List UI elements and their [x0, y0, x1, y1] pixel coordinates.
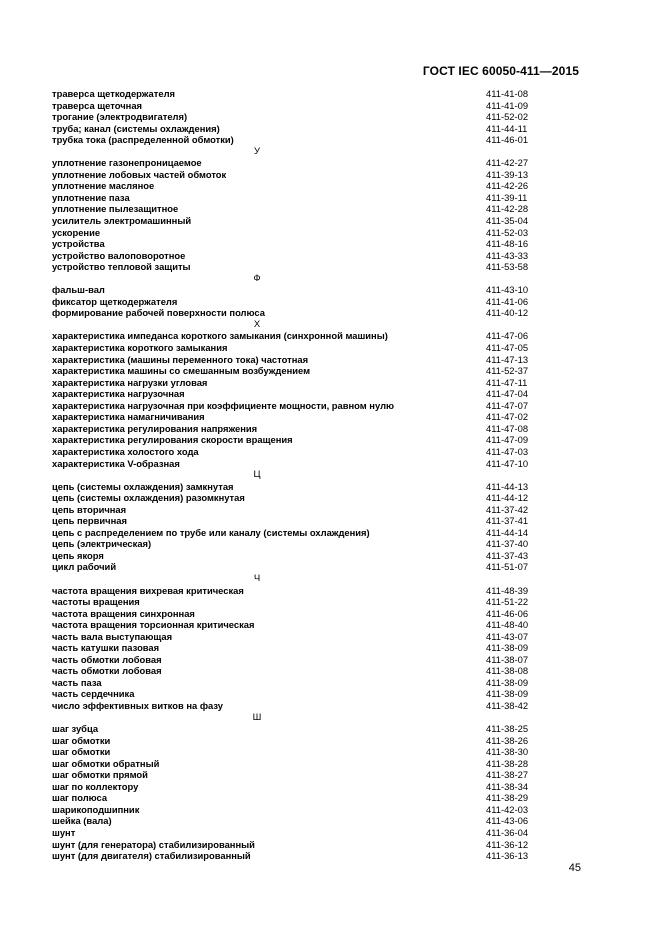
entry-term: фальш-вал [52, 284, 105, 296]
section-letter: У [253, 145, 261, 157]
entry-term: число эффективных витков на фазу [52, 699, 223, 711]
index-entry [52, 192, 562, 204]
entry-term: характеристика намагничивания [52, 411, 205, 423]
entry-code: 411-46-06 [486, 607, 529, 619]
entry-code: 411-47-08 [486, 422, 529, 434]
entry-code: 411-44-13 [486, 480, 529, 492]
entry-code: 411-37-42 [486, 503, 529, 515]
index-entry [52, 596, 562, 608]
entry-term: шаг зубца [52, 723, 99, 735]
entry-code: 411-52-03 [486, 226, 529, 238]
entry-code: 411-47-06 [486, 330, 529, 342]
entry-term: ускорение [52, 226, 101, 238]
entry-code: 411-38-09 [486, 676, 529, 688]
entry-code: 411-44-11 [486, 122, 528, 134]
entry-code: 411-51-22 [486, 596, 529, 608]
entry-term: цепь первичная [52, 515, 127, 527]
entry-code: 411-47-04 [486, 388, 529, 400]
entry-term: усилитель электромашинный [52, 215, 192, 227]
index-entry [52, 631, 562, 643]
entry-term: частота вращения торсионная критическая [52, 619, 255, 631]
entry-term: цепь (электрическая) [52, 538, 152, 550]
entry-term: формирование рабочей поверхности полюса [52, 307, 265, 319]
entry-term: шаг по коллектору [52, 780, 139, 792]
entry-term: часть вала выступающая [52, 630, 173, 642]
entry-term: часть обмотки лобовая [52, 665, 162, 677]
index-entry [52, 561, 562, 573]
entry-code: 411-47-10 [486, 457, 529, 469]
index-entry [52, 330, 562, 342]
index-entry [52, 250, 562, 262]
index-entry [52, 203, 562, 215]
entry-term: шейка (вала) [52, 815, 112, 827]
entry-code: 411-37-43 [486, 549, 529, 561]
entry-code: 411-41-09 [486, 99, 529, 111]
index-entry [52, 827, 562, 839]
entry-code: 411-38-42 [486, 699, 529, 711]
entry-term: цепь вторичная [52, 503, 127, 515]
index-entry [52, 723, 562, 735]
entry-code: 411-43-07 [486, 630, 529, 642]
index-entry [52, 504, 562, 516]
entry-code: 411-47-09 [486, 434, 529, 446]
entry-term: шунт (для двигателя) стабилизированный [52, 850, 251, 862]
index-entry [52, 585, 562, 597]
index-entry [52, 804, 562, 816]
entry-term: цепь (системы охлаждения) замкнутая [52, 480, 234, 492]
index-entry [52, 746, 562, 758]
index-entry [52, 839, 562, 851]
index-entry [52, 227, 562, 239]
index-entry [52, 169, 562, 181]
entry-term: фиксатор щеткодержателя [52, 295, 178, 307]
entry-term: шаг обмотки [52, 746, 111, 758]
index-entry [52, 423, 562, 435]
entry-term: труба; канал (системы охлаждения) [52, 122, 220, 134]
entry-term: шаг обмотки прямой [52, 769, 148, 781]
index-entry [52, 180, 562, 192]
entry-code: 411-42-28 [486, 203, 529, 215]
entry-term: частота вращения вихревая критическая [52, 584, 244, 596]
index-entry [52, 538, 562, 550]
index-entry [52, 215, 562, 227]
entry-code: 411-36-13 [486, 850, 529, 862]
entry-code: 411-37-41 [486, 515, 529, 527]
entry-term: цепь с распределением по трубе или каналу (системы охлаждения) [52, 526, 370, 538]
entry-code: 411-39-13 [486, 168, 529, 180]
index-entry [52, 157, 562, 169]
index-entry [52, 492, 562, 504]
document-header: ГОСТ IEC 60050-411—2015 [422, 64, 579, 78]
entry-code: 411-47-03 [486, 445, 529, 457]
entry-term: траверса щеточная [52, 99, 143, 111]
entry-term: шарикоподшипник [52, 803, 140, 815]
entry-term: шаг полюса [52, 792, 108, 804]
index-entry [52, 100, 562, 112]
entry-term: уплотнение масляное [52, 180, 155, 192]
entry-term: цикл рабочий [52, 561, 117, 573]
index-entry [52, 88, 562, 100]
entry-term: уплотнение паза [52, 191, 130, 203]
entry-code: 411-36-04 [486, 827, 529, 838]
entry-term: характеристика V-образная [52, 457, 180, 469]
entry-code: 411-36-12 [486, 838, 529, 850]
entry-code: 411-47-07 [486, 399, 529, 411]
index-entry [52, 238, 562, 250]
entry-term: характеристика (машины переменного тока) частотная [52, 353, 309, 365]
index-entry [52, 758, 562, 770]
entry-code: 411-47-13 [486, 353, 529, 365]
entry-code: 411-47-05 [486, 342, 529, 354]
entry-code: 411-35-04 [486, 215, 529, 227]
index-entry [52, 677, 562, 689]
entry-term: траверса щеткодержателя [52, 88, 175, 99]
entry-term: часть обмотки лобовая [52, 653, 162, 665]
entry-term: частоты вращения [52, 596, 140, 608]
index-entry [52, 296, 562, 308]
entry-code: 411-41-06 [486, 295, 529, 307]
index-entry [52, 284, 562, 296]
entry-term: часть сердечника [52, 688, 135, 700]
entry-term: шаг обмотки [52, 734, 111, 746]
entry-code: 411-48-39 [486, 584, 529, 596]
entry-code: 411-38-27 [486, 769, 529, 781]
index-entry [52, 665, 562, 677]
entry-code: 411-39-11 [486, 191, 528, 203]
entry-code: 411-38-30 [486, 746, 529, 758]
entry-term: уплотнение лобовых частей обмоток [52, 168, 227, 180]
entry-term: шаг обмотки обратный [52, 757, 160, 769]
entry-term: характеристика нагрузочная [52, 388, 185, 400]
index-entry [52, 342, 562, 354]
entry-code: 411-52-02 [486, 111, 529, 123]
entry-code: 411-38-25 [486, 723, 529, 735]
entry-code: 411-46-01 [486, 134, 529, 146]
index-entry [52, 735, 562, 747]
entry-code: 411-38-28 [486, 757, 529, 769]
index-entry [52, 792, 562, 804]
entry-term: устройство тепловой защиты [52, 261, 191, 273]
index-entry [52, 527, 562, 539]
section-letter: Х [253, 318, 261, 330]
entry-term: часть катушки пазовая [52, 642, 160, 654]
index-entry [52, 642, 562, 654]
entry-code: 411-40-12 [486, 307, 529, 319]
entry-term: частота вращения синхронная [52, 607, 195, 619]
entry-term: устройство валоповоротное [52, 249, 186, 261]
index-entry [52, 134, 562, 146]
entry-code: 411-43-33 [486, 249, 529, 261]
index-entry [52, 111, 562, 123]
section-letter: Ц [253, 469, 261, 481]
index-entry [52, 481, 562, 493]
term-index [52, 88, 562, 862]
index-entry [52, 619, 562, 631]
entry-code: 411-43-10 [486, 284, 529, 296]
index-entry [52, 400, 562, 412]
entry-term: шунт (для генератора) стабилизированный [52, 838, 255, 850]
entry-term: шунт [52, 827, 76, 838]
entry-term: трубка тока (распределенной обмотки) [52, 134, 234, 146]
index-entry [52, 123, 562, 135]
entry-term: уплотнение пылезащитное [52, 203, 179, 215]
entry-term: характеристика регулирования скорости вращения [52, 434, 293, 446]
index-entry [52, 434, 562, 446]
entry-code: 411-38-34 [486, 780, 529, 792]
index-entry [52, 411, 562, 423]
index-entry [52, 700, 562, 712]
entry-term: устройства [52, 238, 105, 250]
entry-term: характеристика нагрузки угловая [52, 376, 208, 388]
index-entry [52, 261, 562, 273]
entry-code: 411-47-11 [486, 376, 528, 388]
entry-code: 411-42-26 [486, 180, 529, 192]
entry-code: 411-44-12 [486, 492, 529, 504]
section-letter: Ф [253, 272, 261, 284]
entry-code: 411-38-07 [486, 653, 529, 665]
entry-term: характеристика нагрузочная при коэффициенте мощности, равном нулю [52, 399, 395, 411]
entry-code: 411-53-58 [486, 261, 529, 273]
entry-code: 411-43-06 [486, 815, 529, 827]
entry-code: 411-48-40 [486, 619, 529, 631]
index-entry [52, 608, 562, 620]
section-letter: Ш [252, 711, 262, 723]
index-entry [52, 307, 562, 319]
entry-term: характеристика короткого замыкания [52, 342, 228, 354]
index-entry [52, 365, 562, 377]
entry-term: характеристика холостого хода [52, 445, 199, 457]
entry-term: характеристика регулирования напряжения [52, 422, 258, 434]
entry-code: 411-38-29 [486, 792, 529, 804]
entry-code: 411-37-40 [486, 538, 529, 550]
entry-code: 411-38-09 [486, 688, 529, 700]
entry-term: уплотнение газонепроницаемое [52, 157, 202, 169]
entry-term: трогание (электродвигателя) [52, 111, 188, 123]
index-entry [52, 550, 562, 562]
index-entry [52, 781, 562, 793]
entry-code: 411-52-37 [486, 365, 529, 377]
entry-term: цепь (системы охлаждения) разомкнутая [52, 492, 245, 504]
entry-term: характеристика импеданса короткого замыкания (синхронной машины) [52, 330, 388, 342]
index-entry [52, 815, 562, 827]
entry-code: 411-38-08 [486, 665, 529, 677]
index-entry [52, 688, 562, 700]
entry-code: 411-38-26 [486, 734, 529, 746]
index-entry [52, 515, 562, 527]
index-entry [52, 388, 562, 400]
index-entry [52, 850, 562, 862]
entry-code: 411-38-09 [486, 642, 529, 654]
page-number: 45 [568, 862, 581, 874]
entry-code: 411-48-16 [486, 238, 529, 250]
index-entry [52, 769, 562, 781]
index-entry [52, 446, 562, 458]
entry-code: 411-47-02 [486, 411, 529, 423]
index-entry [52, 458, 562, 470]
section-letter: Ч [253, 572, 261, 584]
index-entry [52, 354, 562, 366]
entry-code: 411-41-08 [486, 88, 529, 99]
entry-term: цепь якоря [52, 549, 104, 561]
entry-code: 411-42-03 [486, 803, 529, 815]
index-entry [52, 654, 562, 666]
entry-term: часть паза [52, 676, 102, 688]
entry-code: 411-44-14 [486, 526, 529, 538]
entry-code: 411-42-27 [486, 157, 529, 169]
index-entry [52, 377, 562, 389]
entry-term: характеристика машины со смешанным возбуждением [52, 365, 311, 377]
entry-code: 411-51-07 [486, 561, 529, 573]
